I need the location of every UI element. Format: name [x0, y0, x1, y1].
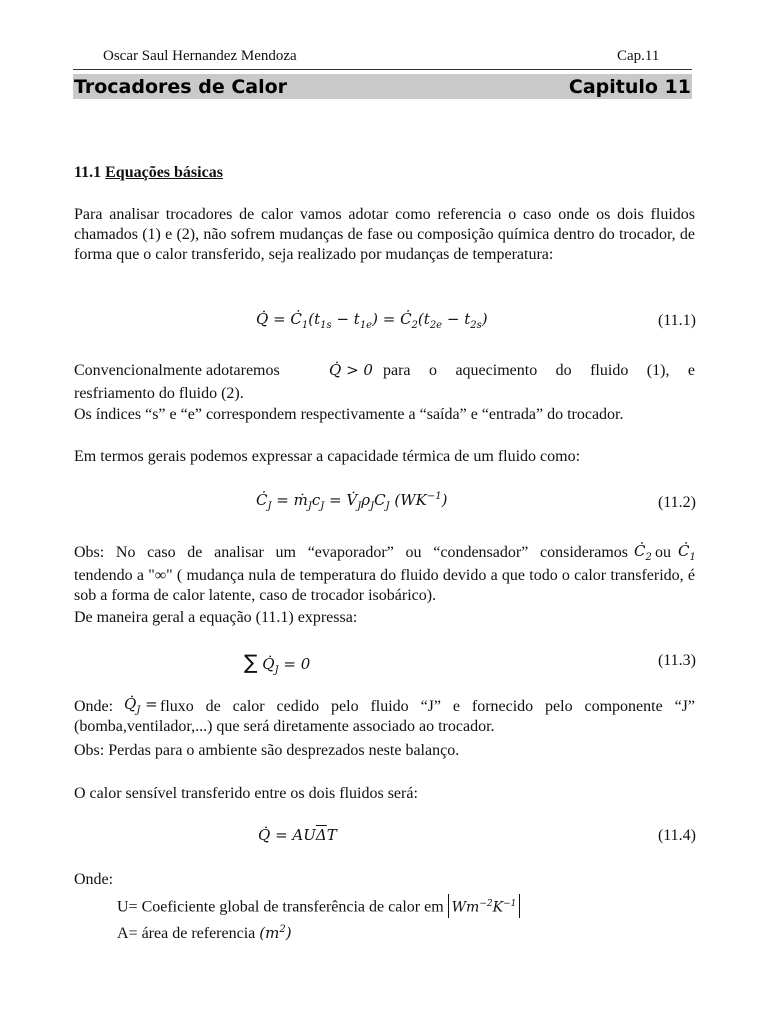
paragraph-indices: Os índices “s” e “e” correspondem respectivamente a “saída” e “entrada” do trocador. — [74, 406, 624, 423]
paragraph-capacity: Em termos gerais podemos expressar a capacidade térmica de um fluido como: — [74, 448, 581, 465]
definition-a — [117, 920, 292, 944]
paragraph-where-defs: Onde: — [74, 871, 114, 888]
paragraph-losses: Obs: Perdas para o ambiente são desprezados neste balanço. — [74, 742, 460, 759]
page-title: Trocadores de Calor — [74, 76, 288, 98]
paragraph-convention-c: resfriamento do fluido (2). — [74, 385, 244, 402]
definition-u — [117, 894, 520, 918]
equation-c1: $Ċ_1$ — [678, 542, 696, 563]
paragraph-flux-definition: fluxo de calor cedido pelo fluido “J” e fornecido pelo componente “J” (bomba,ventilador,...) que será diretamente associado ao trocador. — [74, 698, 695, 735]
title-bar — [73, 74, 692, 99]
section-heading — [74, 164, 223, 182]
paragraph-obs-evaporator-b: tendendo a "∞" ( mudança nula de temperatura do fluido devido a que todo o calor transferido, é sob a forma de calor latente, caso de trocador isobárico). — [74, 567, 695, 604]
paragraph-convention-a: Convencionalmente adotaremos — [74, 362, 280, 379]
unit-a: $(m^2)$ — [259, 924, 292, 942]
definition-a-text: A= área de referencia — [117, 925, 256, 942]
equation-11-3: ∑ $Q̇_J = 0$ — [244, 650, 311, 676]
header-chapter-ref: Cap.11 — [617, 48, 660, 64]
equation-11-1: Q̇ = $Ċ_1(t_{1s} - t_{1e})$ = $Ċ_2(t_{2e} - t_{2s})$ — [256, 310, 488, 331]
equation-q-positive: Q̇ > 0 — [329, 361, 373, 379]
header-author: Oscar Saul Hernandez Mendoza — [103, 48, 297, 64]
paragraph-general: De maneira geral a equação (11.1) expressa: — [74, 609, 358, 626]
paragraph-intro: Para analisar trocadores de calor vamos adotar como referencia o caso onde os dois fluidos chamados (1) e (2), não sofrem mudanças de fase ou composição química dentro do trocador, de forma que o calor transferido, seja realizado por mudanças de temperatura: — [74, 206, 695, 263]
paragraph-sensible: O calor sensível transferido entre os dois fluidos será: — [74, 785, 418, 802]
chapter-title: Capitulo 11 — [568, 76, 691, 98]
equation-c2: $Ċ_2$ — [634, 542, 652, 563]
definition-u-text: U= Coeficiente global de transferência de calor em — [117, 898, 444, 916]
paragraph-obs-evaporator-a: Obs: No caso de analisar um “evaporador” ou “condensador” consideramos — [74, 544, 628, 561]
equation-number-11-4: (11.4) — [657, 827, 696, 844]
equation-11-4: Q̇ = $AU\overline{\Delta}T$ — [258, 826, 337, 844]
equation-11-2: $Ċ_J$ = $ṁ_Jc_J$ = $V̇_J\rho_JC_J$ $(WK^{-1})$ — [256, 491, 448, 512]
paragraph-convention-b: para o aquecimento do fluido (1), e — [383, 362, 695, 379]
equation-number-11-3: (11.3) — [657, 652, 696, 669]
section-title: Equações básicas — [105, 164, 223, 181]
equation-number-11-1: (11.1) — [657, 312, 696, 329]
unit-u: $Wm^{-2}K^{-1}$ — [448, 894, 521, 918]
paragraph-obs-or: ou — [655, 544, 671, 561]
equation-qj: $Q̇_J$ = — [124, 695, 158, 716]
equation-number-11-2: (11.2) — [657, 494, 696, 511]
section-number: 11.1 — [74, 164, 102, 181]
paragraph-where-label: Onde: — [74, 698, 114, 715]
header-rule — [73, 69, 692, 70]
